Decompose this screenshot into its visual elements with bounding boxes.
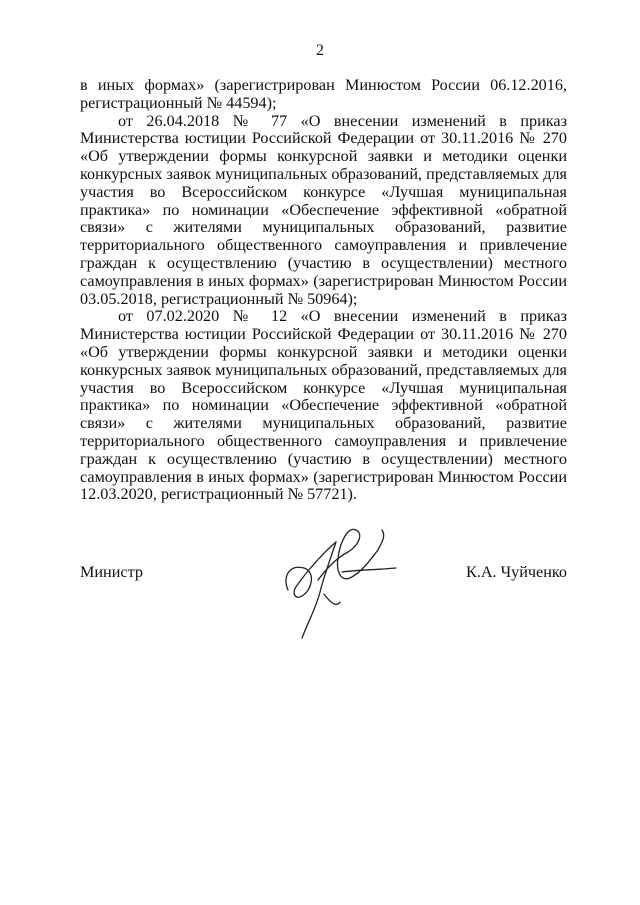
signature-icon: [278, 512, 408, 642]
signatory-name: К.А. Чуйченко: [465, 563, 567, 581]
paragraph-order-2018: от 26.04.2018 № 77 «О внесении изменений в приказ Министерства юстиции Российской Федерации от 30.11.2016 № 270 «Об утверждении формы конкурсной заявки и методики оценки конкурсных заявок муниципальных образований, представляемых для участия во Всероссийском конкурсе «Лучшая муниципальная практика» по номинации «Обеспечение эффективной «обратной связи» с жителями муниципальных образований, развитие территориального общественного самоуправления и привлечение граждан к осуществлению (участию в осуществлении) местного самоуправления в иных формах» (зарегистрирован Минюстом России 03.05.2018, регистрационный № 50964);: [80, 111, 567, 308]
paragraph-order-2020: от 07.02.2020 № 12 «О внесении изменений в приказ Министерства юстиции Российской Федерации от 30.11.2016 № 270 «Об утверждении формы конкурсной заявки и методики оценки конкурсных заявок муниципальных образований, представляемых для участия во Всероссийском конкурсе «Лучшая муниципальная практика» по номинации «Обеспечение эффективной «обратной связи» с жителями муниципальных образований, развитие территориального общественного самоуправления и привлечение граждан к осуществлению (участию в осуществлении) местного самоуправления в иных формах» (зарегистрирован Минюстом России 12.03.2020, регистрационный № 57721).: [80, 307, 567, 504]
document-body: [80, 77, 567, 504]
page-number: 2: [316, 42, 324, 59]
paragraph-continuation: в иных формах» (зарегистрирован Минюстом России 06.12.2016, регистрационный № 44594);: [80, 76, 567, 112]
signatory-title: Министр: [80, 563, 143, 581]
